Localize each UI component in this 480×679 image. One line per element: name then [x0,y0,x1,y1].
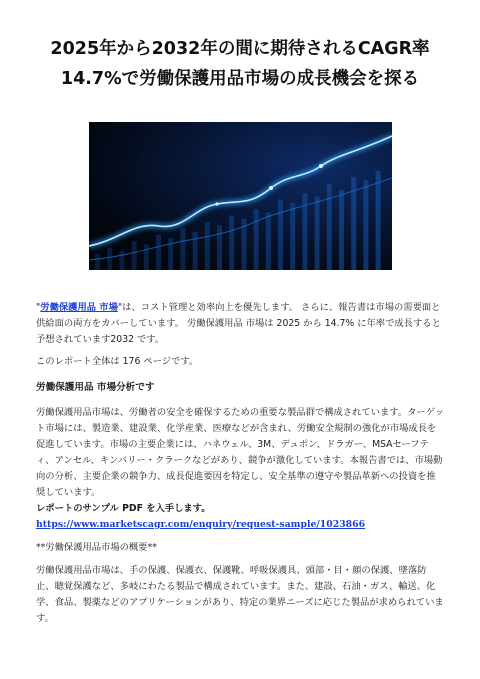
background-bar [376,171,381,270]
analysis-heading: 労働保護用品 市場分析です [36,382,155,393]
background-bar [205,222,210,270]
background-bar [290,203,295,270]
title-line-1: 2025年から2032年の間に期待されるCAGR率 [50,39,430,59]
sample-paragraph [36,501,444,533]
background-bar [327,184,332,270]
background-bar [254,209,259,270]
intro-text: "は、コスト管理と効率向上を優先します。 さらに、報告書は市場の需要面と供給面の両方をカバーしています。 労働保護用品 市場は 2025 から 14.7% に年率で成長すると予想されています2032 です。 [36,302,441,345]
market-link[interactable]: 労働保護用品 市場 [40,302,118,313]
overview-paragraph: 労働保護用品市場は、手の保護、保護衣、保護靴、呼吸保護具、頭部・目・顔の保護、墜落防止、聴覚保護など、多岐にわたる製品で構成されています。また、建設、石油・ガス、輸送、化学、食品、製薬などのアプリケーションがあり、特定の業界ニーズに応じた製品が求められています。 [36,565,444,624]
background-bar [180,228,185,270]
growth-chart-image [89,122,392,270]
background-bar [95,254,100,270]
background-bar [217,225,222,270]
background-bar [339,190,344,270]
title-line-2: 14.7%で労働保護用品市場の成長機会を探る [60,69,420,89]
pages-note: このレポート全体は 176 ページです。 [36,356,199,367]
background-bar [144,244,149,270]
background-bar [278,200,283,270]
background-bar [266,212,271,270]
intro-paragraph: "労働保護用品 市場"は、コスト管理と効率向上を優先します。 さらに、報告書は市場の需要面と供給面の両方をカバーしています。 労働保護用品 市場は 2025 から 14.7% に年率で成長すると予想されています2032 です。 [36,302,441,345]
sample-url-link[interactable]: https://www.marketscagr.com/enquiry/request-sample/1023866 [36,519,366,530]
analysis-paragraph: 労働保護用品市場は、労働者の安全を確保するための重要な製品群で構成されています。ターゲット市場には、製造業、建設業、化学産業、医療などが含まれ、労働安全規制の強化が市場成長を促進しています。市場の主要企業には、ハネウェル、3M、デュポン、ドラガー、MSAセーフティ、アンセル、キンバリー・クラークなどがあり、競争が激化しています。本報告書では、市場動向の分析、主要企業の競争力、成長促進要因を特定し、安全基準の遵守や製品革新への投資を推奨しています。 [36,407,444,498]
background-bar [229,216,234,270]
overview-heading: **労働保護用品市場の概要** [36,542,157,553]
background-bar [119,251,124,270]
sample-label: レポートのサンプル PDF を入手します。 [36,503,211,514]
background-bar [363,180,368,270]
background-bar [168,238,173,270]
background-bar [156,235,161,270]
background-bar [107,248,112,270]
page-title [30,34,450,94]
glowing-growth-line-graphic [89,122,392,270]
background-bar [132,241,137,270]
background-bar [315,196,320,270]
background-bar [193,232,198,270]
